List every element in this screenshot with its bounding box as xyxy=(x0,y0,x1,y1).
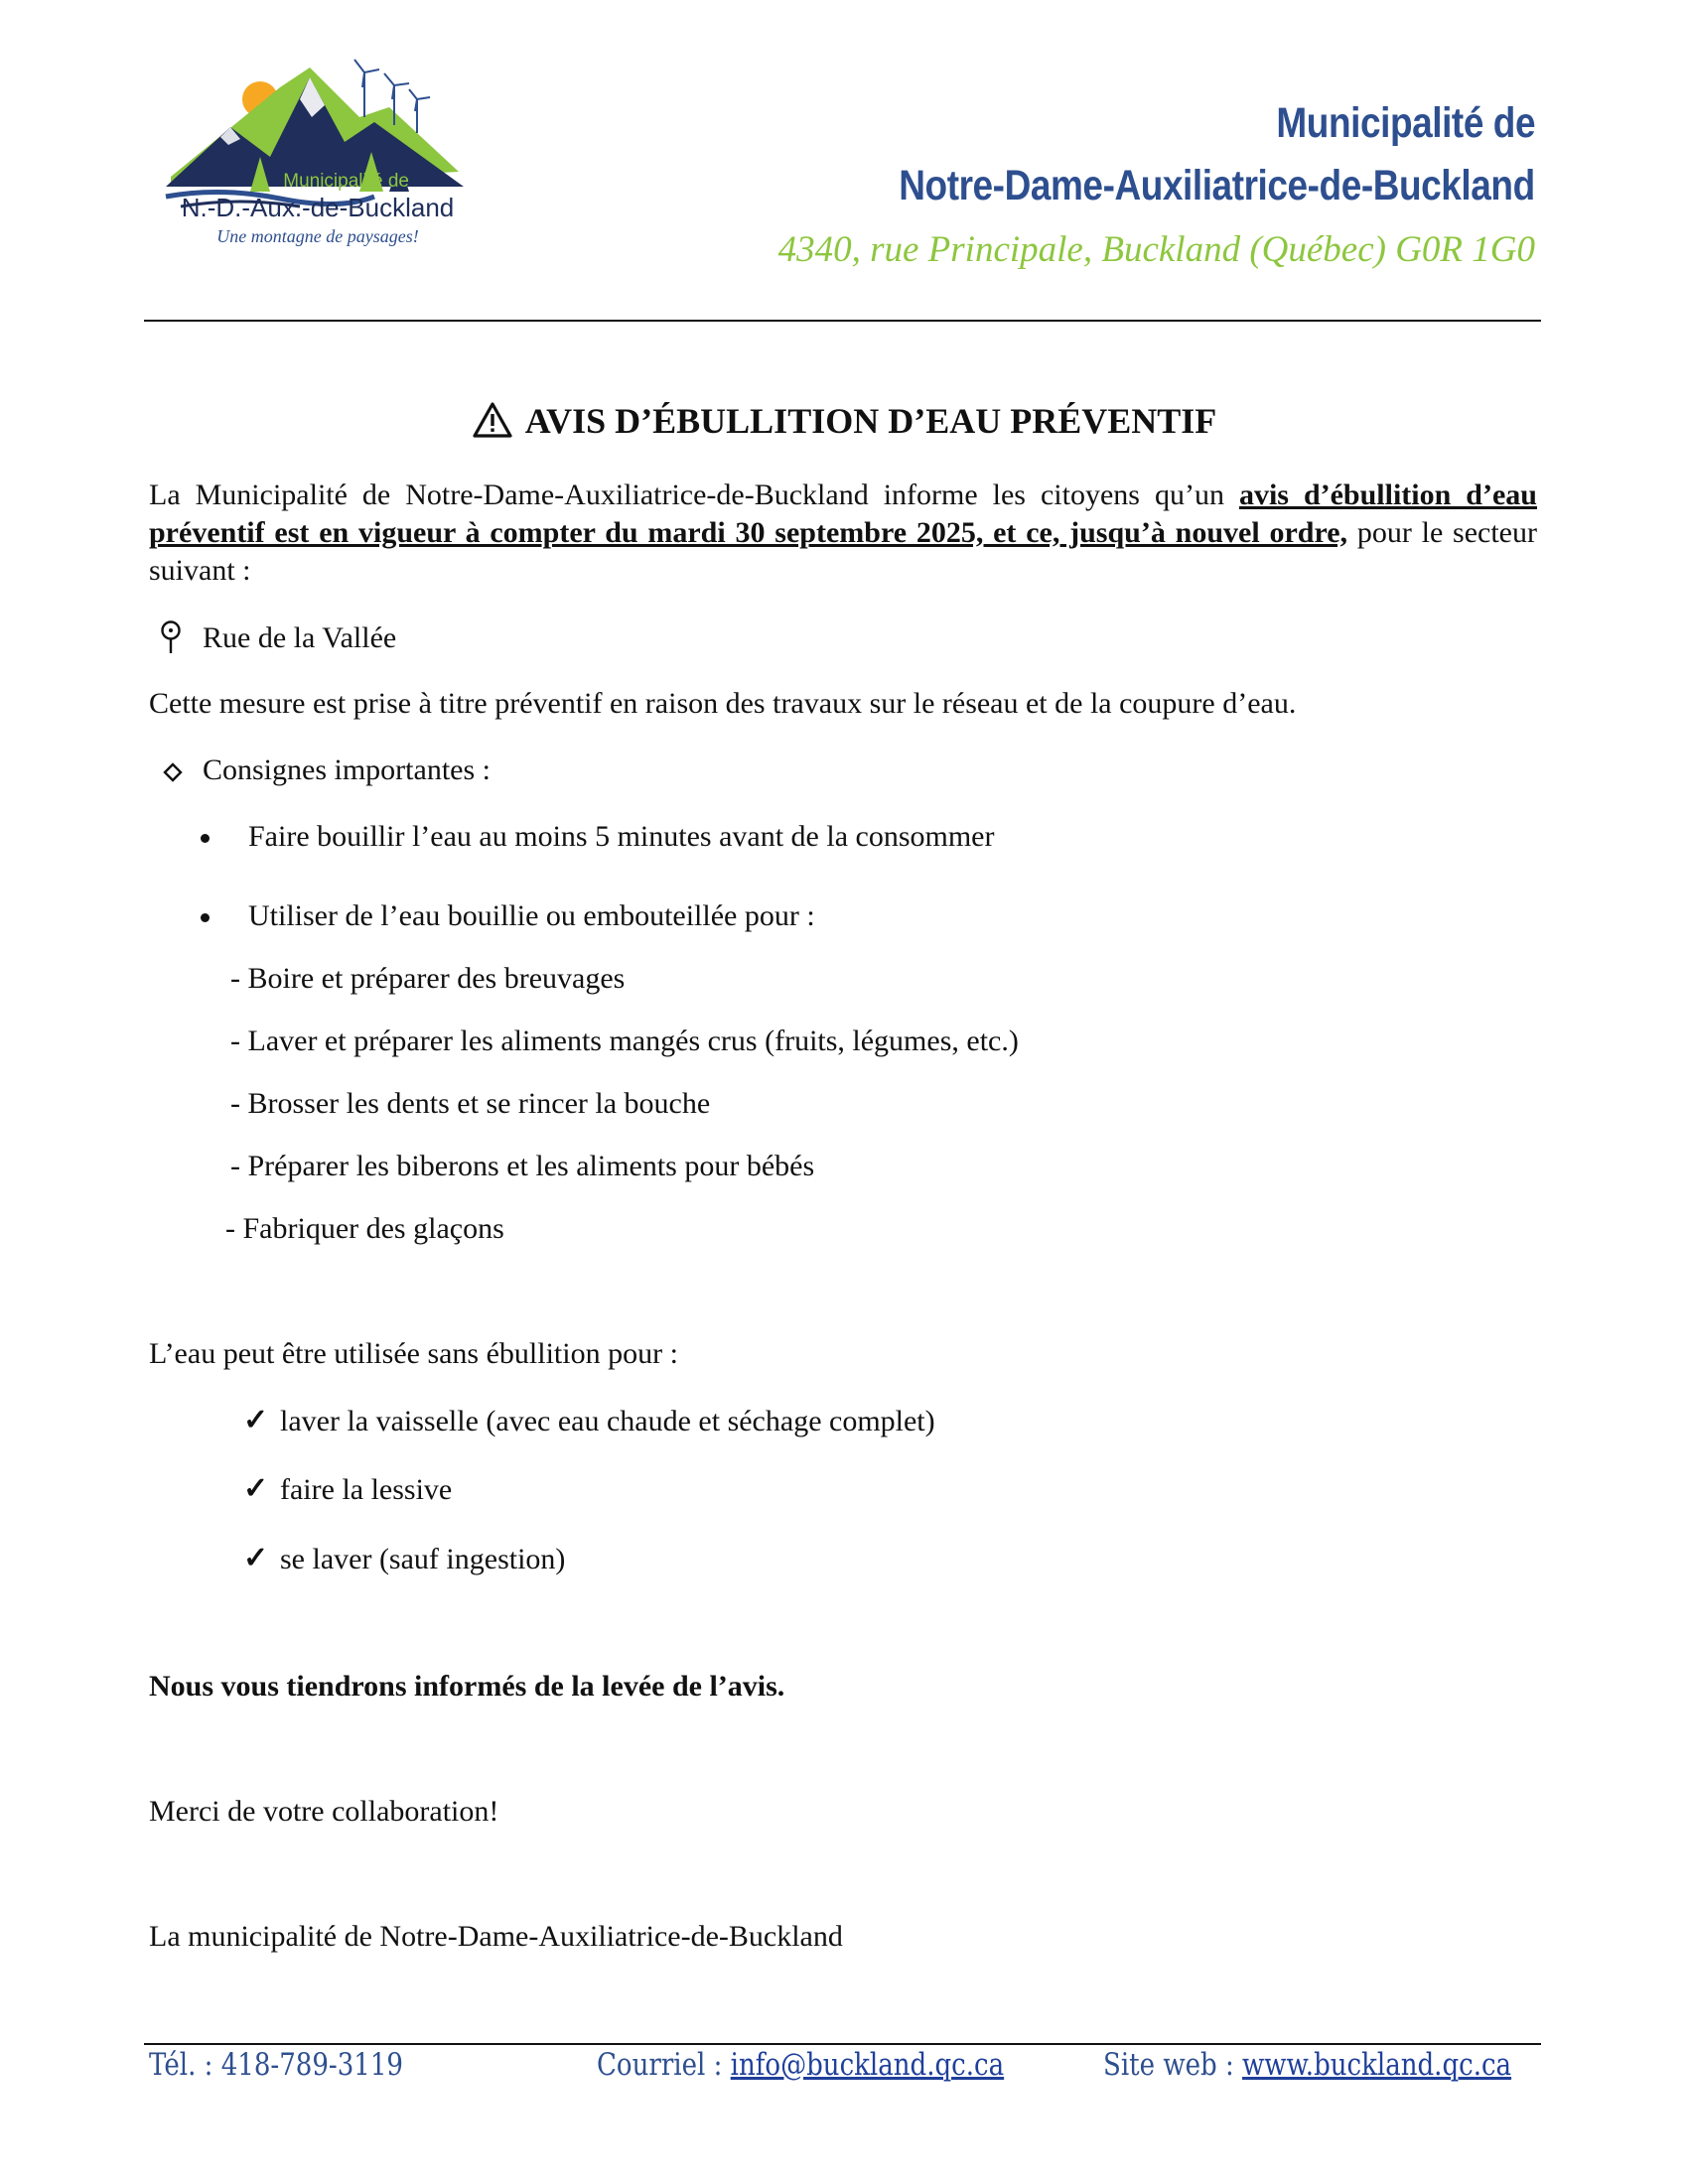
logo-slogan: Une montagne de paysages! xyxy=(216,226,419,246)
phone-label: Tél. : xyxy=(149,2047,221,2083)
usage-item: - Laver et préparer les aliments mangés crus (fruits, légumes, etc.) xyxy=(230,1024,1019,1057)
email-link[interactable]: info@buckland.qc.ca xyxy=(730,2047,1005,2083)
no-boil-heading: L’eau peut être utilisée sans ébullition pour : xyxy=(149,1337,678,1370)
warning-icon xyxy=(472,401,513,448)
website-link[interactable]: www.buckland.qc.ca xyxy=(1242,2047,1512,2083)
diamond-icon xyxy=(163,762,183,787)
no-boil-item: se laver (sauf ingestion) xyxy=(280,1543,566,1575)
logo-main-label: N.-D.-Aux.-de-Buckland xyxy=(181,193,455,222)
intro-before: La Municipalité de Notre-Dame-Auxiliatrice-de-Buckland informe les citoyens qu’un xyxy=(149,478,1239,511)
reason-text: Cette mesure est prise à titre préventif en raison des travaux sur le réseau et de la coupure d’eau. xyxy=(149,687,1297,720)
check-icon: ✓ xyxy=(243,1542,269,1574)
bullet-dot xyxy=(201,913,210,922)
usage-item: - Brosser les dents et se rincer la bouche xyxy=(230,1087,711,1120)
usage-item: - Boire et préparer des breuvages xyxy=(230,962,626,995)
phone-value: 418-789-3119 xyxy=(220,2047,403,2083)
header-divider xyxy=(144,320,1541,322)
thanks-text: Merci de votre collaboration! xyxy=(149,1795,499,1828)
municipality-logo xyxy=(161,48,479,256)
bullet-dot xyxy=(201,834,210,843)
consigne-bullet-2: Utiliser de l’eau bouillie ou embouteillée pour : xyxy=(248,899,815,932)
footer-phone xyxy=(149,2047,403,2083)
intro-paragraph xyxy=(149,477,1537,590)
website-label: Site web : xyxy=(1103,2047,1243,2083)
consigne-bullet-1: Faire bouillir l’eau au moins 5 minutes avant de la consommer xyxy=(248,820,995,853)
municipality-title-line1: Municipalité de xyxy=(1276,99,1535,147)
signature-text: La municipalité de Notre-Dame-Auxiliatrice-de-Buckland xyxy=(149,1920,843,1953)
no-boil-item: laver la vaisselle (avec eau chaude et séchage complet) xyxy=(280,1405,935,1437)
logo-small-label: Municipalité de xyxy=(283,171,409,192)
closing-statement: Nous vous tiendrons informés de la levée de l’avis. xyxy=(149,1670,785,1703)
footer-divider xyxy=(144,2043,1541,2045)
email-label: Courriel : xyxy=(597,2047,731,2083)
map-pin-icon xyxy=(159,619,183,660)
check-icon: ✓ xyxy=(243,1472,269,1505)
no-boil-item: faire la lessive xyxy=(280,1473,453,1506)
municipality-address: 4340, rue Principale, Buckland (Québec) G0R 1G0 xyxy=(777,229,1535,270)
intro-after: pour le secteur suivant : xyxy=(149,516,1537,587)
usage-item: - Préparer les biberons et les aliments pour bébés xyxy=(230,1150,815,1182)
check-icon: ✓ xyxy=(243,1404,269,1436)
usage-item: - Fabriquer des glaçons xyxy=(225,1212,504,1245)
intro-emphasis: avis d’ébullition d’eau préventif est en vigueur à compter du mardi 30 septembre 2025, et ce, jusqu’à nouvel ordre, xyxy=(149,478,1537,549)
municipality-title-line2: Notre-Dame-Auxiliatrice-de-Buckland xyxy=(899,162,1535,209)
footer-email xyxy=(597,2047,1004,2083)
notice-title xyxy=(0,400,1688,448)
footer-website xyxy=(1103,2047,1511,2083)
notice-title-text: AVIS D’ÉBULLITION D’EAU PRÉVENTIF xyxy=(524,401,1217,441)
sector-name: Rue de la Vallée xyxy=(203,621,397,654)
consignes-heading: Consignes importantes : xyxy=(203,753,491,786)
